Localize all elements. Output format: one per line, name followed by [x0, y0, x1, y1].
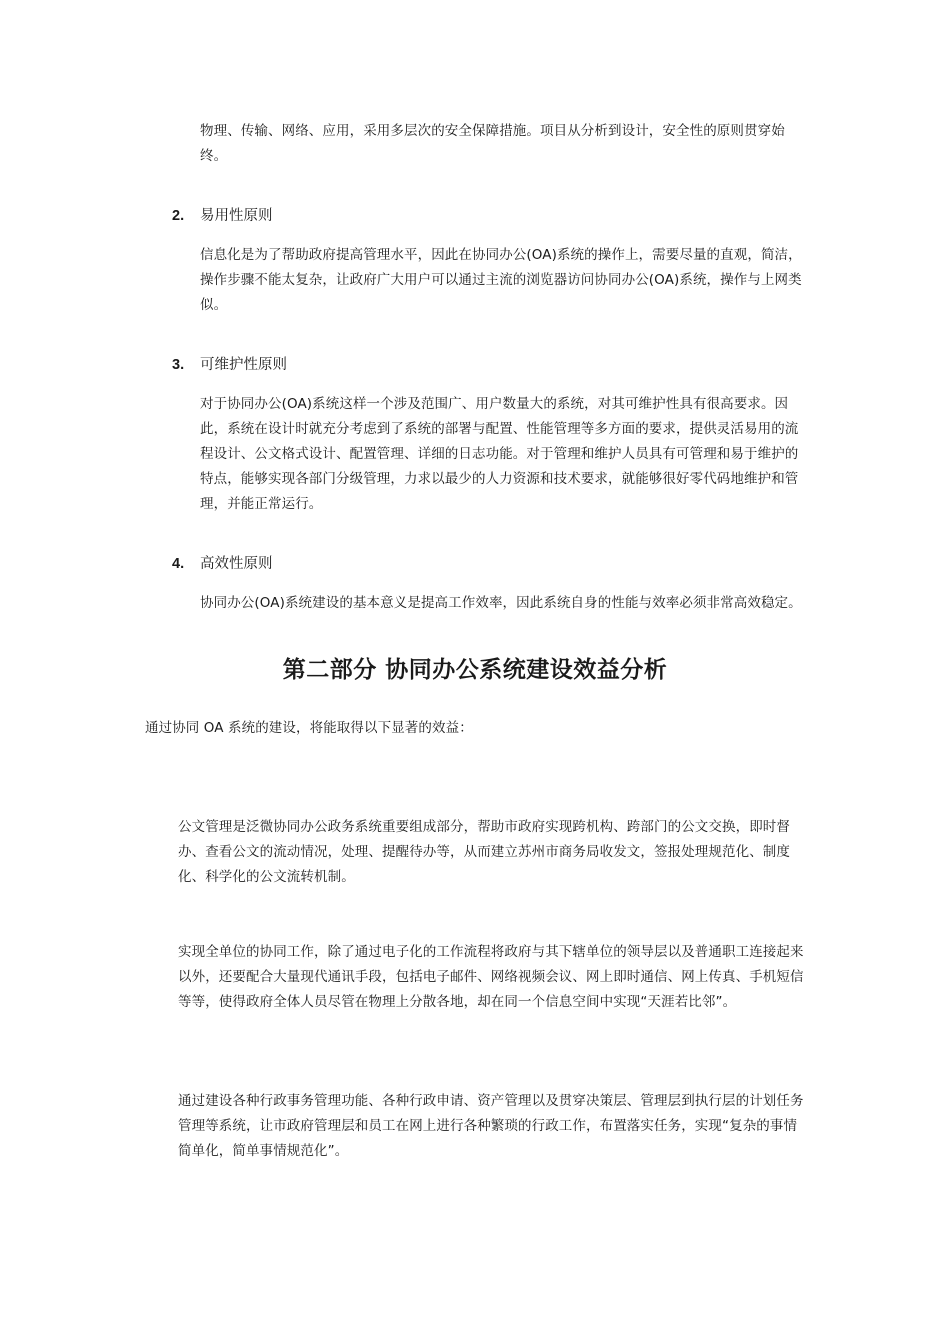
- maintainability-principle-heading: [172, 355, 287, 375]
- usability-principle-heading: [172, 206, 273, 226]
- heading-title: 可维护性原则: [200, 357, 287, 373]
- benefit-collaboration: 实现全单位的协同工作，除了通过电子化的工作流程将政府与其下辖单位的领导层以及普通职工连接起来以外，还要配合大量现代通讯手段，包括电子邮件、网络视频会议、网上即时通信、网上传真、手机短信等等，使得政府全体人员尽管在物理上分散各地，却在同一个信息空间中实现“天涯若比邻”。: [178, 944, 804, 1010]
- heading-title: 高效性原则: [200, 556, 273, 572]
- heading-title: 易用性原则: [200, 208, 273, 224]
- part-two-title: 第二部分 协同办公系统建设效益分析: [282, 657, 668, 683]
- security-principle-paragraph: 物理、传输、网络、应用，采用多层次的安全保障措施。项目从分析到设计，安全性的原则贯穿始终。: [200, 123, 785, 164]
- benefit-document-management: 公文管理是泛微协同办公政务系统重要组成部分，帮助市政府实现跨机构、跨部门的公文交换，即时督办、查看公文的流动情况，处理、提醒待办等，从而建立苏州市商务局收发文，签报处理规范化、制度化、科学化的公文流转机制。: [178, 819, 790, 885]
- benefit-administration: 通过建设各种行政事务管理功能、各种行政申请、资产管理以及贯穿决策层、管理层到执行层的计划任务管理等系统，让市政府管理层和员工在网上进行各种繁琐的行政工作，布置落实任务，实现“复杂的事情简单化，简单事情规范化”。: [178, 1093, 804, 1159]
- usability-principle-paragraph: 信息化是为了帮助政府提高管理水平，因此在协同办公(OA)系统的操作上，需要尽量的直观，简洁，操作步骤不能太复杂，让政府广大用户可以通过主流的浏览器访问协同办公(OA)系统，操作与上网类似。: [200, 247, 802, 313]
- heading-number: 2.: [172, 208, 185, 224]
- benefits-intro: 通过协同 OA 系统的建设，将能取得以下显著的效益：: [145, 720, 473, 736]
- efficiency-principle-paragraph: 协同办公(OA)系统建设的基本意义是提高工作效率，因此系统自身的性能与效率必须非常高效稳定。: [200, 595, 802, 611]
- heading-number: 4.: [172, 556, 185, 572]
- efficiency-principle-heading: [172, 554, 273, 574]
- heading-number: 3.: [172, 357, 185, 373]
- maintainability-principle-paragraph: 对于协同办公(OA)系统这样一个涉及范围广、用户数量大的系统，对其可维护性具有很高要求。因此，系统在设计时就充分考虑到了系统的部署与配置、性能管理等多方面的要求，提供灵活易用的流程设计、公文格式设计、配置管理、详细的日志功能。对于管理和维护人员具有可管理和易于维护的特点，能够实现各部门分级管理，力求以最少的人力资源和技术要求，就能够很好零代码地维护和管理，并能正常运行。: [200, 396, 799, 512]
